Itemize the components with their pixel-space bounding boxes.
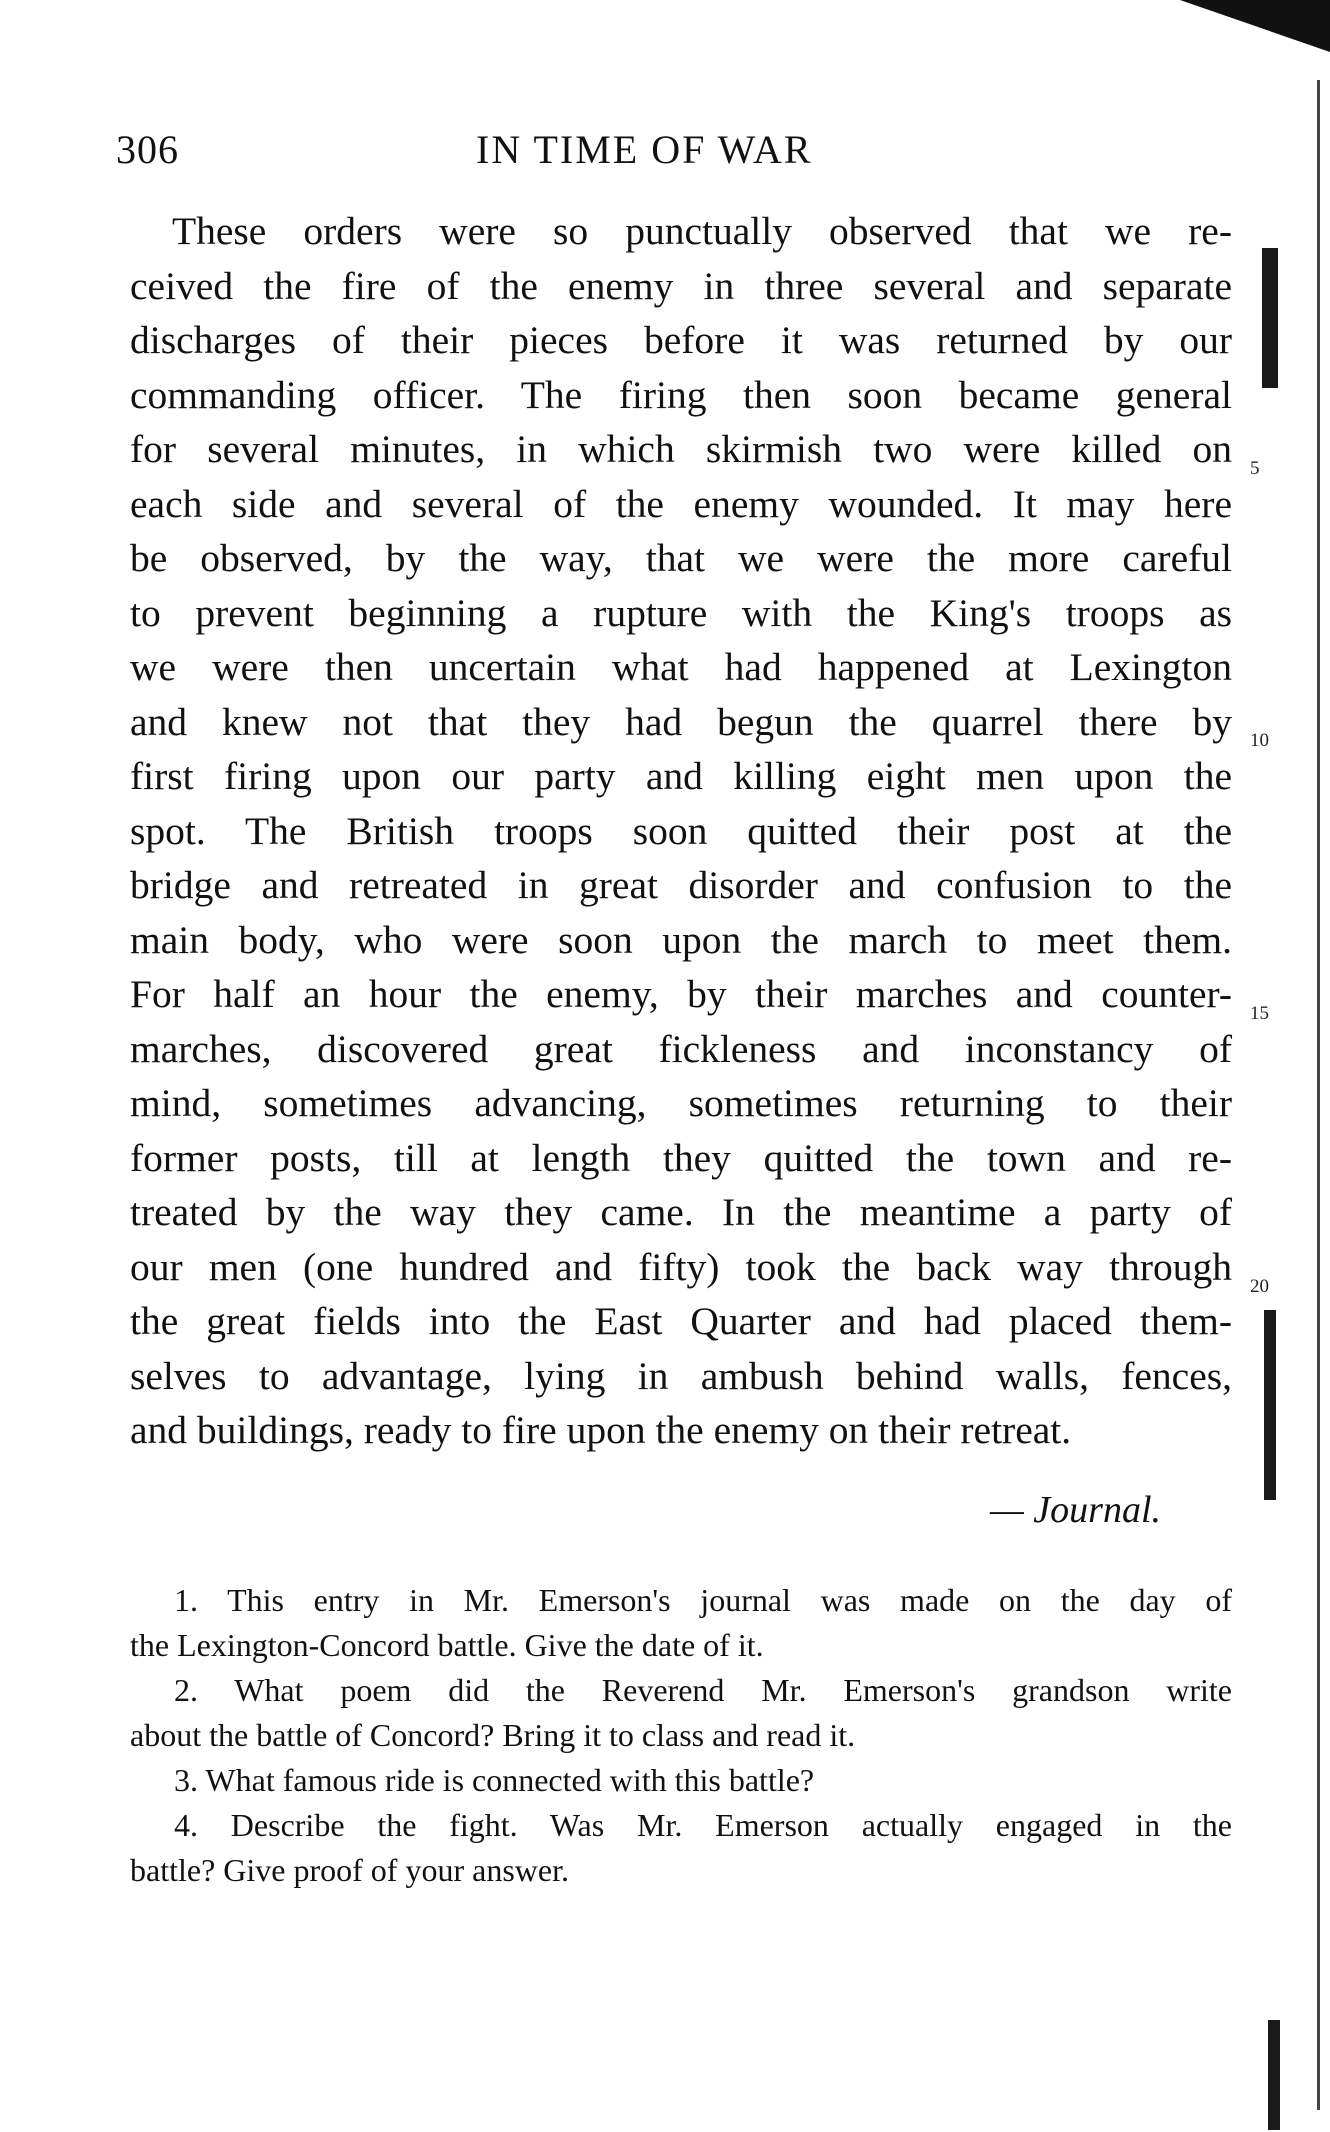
line-number-5: 5: [1250, 458, 1260, 479]
line-number-20: 20: [1250, 1276, 1269, 1297]
text-line: spot. The British troops soon quitted their post at the: [130, 808, 1232, 853]
body-text: [130, 204, 1232, 1458]
line-number-10: 10: [1250, 730, 1269, 751]
journal-attribution: — Journal.: [990, 1489, 1161, 1531]
note-line: 1. This entry in Mr. Emerson's journal was made on the day of: [174, 1582, 1232, 1618]
text-line: and knew not that they had begun the quarrel there by: [130, 699, 1232, 744]
binding-shadow-middle: [1264, 1310, 1276, 1500]
text-line: mind, sometimes advancing, sometimes returning to their: [130, 1081, 1232, 1125]
page-number: 306: [116, 127, 179, 172]
text-line: for several minutes, in which skirmish two were killed on: [130, 427, 1232, 471]
note-line: 2. What poem did the Reverend Mr. Emerson's grandson write: [174, 1672, 1232, 1708]
text-line: treated by the way they came. In the meantime a party of: [130, 1190, 1232, 1234]
text-line: commanding officer. The firing then soon became general: [130, 372, 1232, 417]
text-line: former posts, till at length they quitted the town and re-: [130, 1135, 1232, 1180]
binding-shadow-top: [1262, 248, 1278, 388]
note-line: about the battle of Concord? Bring it to class and read it.: [130, 1717, 856, 1753]
text-line: be observed, by the way, that we were the more careful: [130, 536, 1232, 580]
text-line: first firing upon our party and killing eight men upon the: [130, 754, 1232, 798]
text-line: to prevent beginning a rupture with the King's troops as: [130, 590, 1232, 635]
text-line: our men (one hundred and fifty) took the back way through: [130, 1244, 1232, 1289]
text-line: ceived the fire of the enemy in three several and separate: [130, 263, 1232, 308]
note-line: 3. What famous ride is connected with this battle?: [174, 1762, 815, 1798]
text-line: the great fields into the East Quarter and had placed them-: [130, 1299, 1232, 1343]
line-number-15: 15: [1250, 1003, 1269, 1024]
running-head: IN TIME OF WAR: [476, 127, 813, 172]
text-line: marches, discovered great fickleness and inconstancy of: [130, 1026, 1232, 1071]
note-line: the Lexington-Concord battle. Give the date of it.: [130, 1627, 764, 1663]
page-header: [116, 126, 1226, 186]
text-line: main body, who were soon upon the march to meet them.: [130, 917, 1232, 962]
text-line: we were then uncertain what had happened at Lexington: [130, 645, 1232, 689]
text-line: discharges of their pieces before it was returned by our: [130, 318, 1232, 362]
text-line: For half an hour the enemy, by their marches and counter-: [130, 972, 1232, 1016]
note-line: battle? Give proof of your answer.: [130, 1852, 569, 1888]
text-line: bridge and retreated in great disorder and confusion to the: [130, 863, 1232, 907]
text-line: and buildings, ready to fire upon the enemy on their retreat.: [130, 1408, 1072, 1452]
text-line: selves to advantage, lying in ambush behind walls, fences,: [130, 1353, 1232, 1398]
page-corner-mark: [1180, 0, 1330, 52]
binding-shadow-bottom: [1268, 2020, 1280, 2130]
study-notes: [130, 1578, 1232, 1893]
page-edge-line: [1317, 80, 1320, 2110]
text-line: These orders were so punctually observed that we re-: [172, 209, 1232, 253]
note-line: 4. Describe the fight. Was Mr. Emerson actually engaged in the: [174, 1807, 1232, 1843]
text-line: each side and several of the enemy wounded. It may here: [130, 481, 1232, 526]
